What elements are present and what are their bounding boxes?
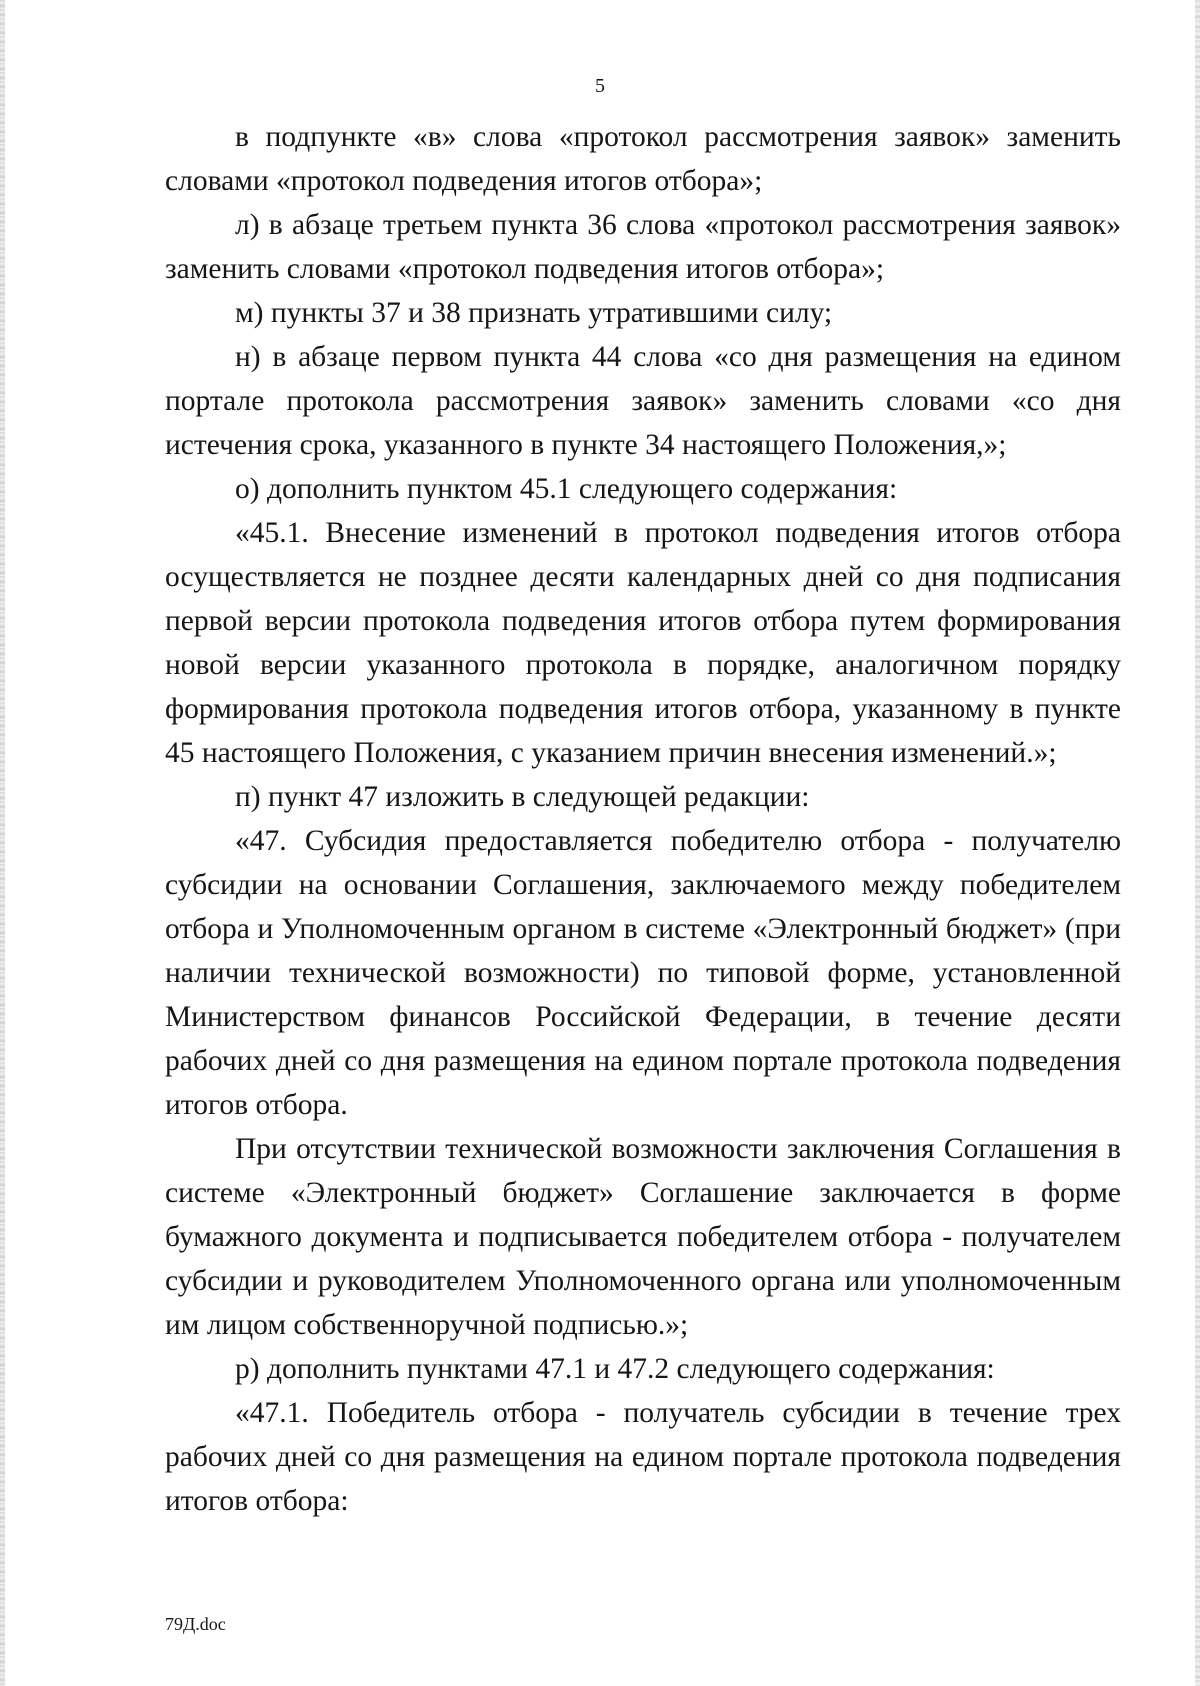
paragraph-l: л) в абзаце третьем пункта 36 слова «протокол рассмотрения заявок» заменить словами «протокол подведения итогов отбора»; bbox=[165, 209, 1121, 285]
paragraph-47-1: «47.1. Победитель отбора - получатель субсидии в течение трех рабочих дней со дня размещения на едином портале протокола подведения итогов отбора: bbox=[165, 1397, 1121, 1517]
page-number: 5 bbox=[595, 75, 605, 97]
paragraph-o: о) дополнить пунктом 45.1 следующего содержания: bbox=[235, 473, 898, 505]
paragraph-47-continued: При отсутствии технической возможности заключения Соглашения в системе «Электронный бюджет» Соглашение заключается в форме бумажного документа и подписывается победителем отбора - получателем субсидии и руководителем Уполномоченного органа или уполномоченным им лицом собственноручной подписью.»; bbox=[165, 1133, 1121, 1341]
paragraph-r: р) дополнить пунктами 47.1 и 47.2 следующего содержания: bbox=[235, 1353, 995, 1385]
paragraph-p: п) пункт 47 изложить в следующей редакции: bbox=[235, 781, 810, 813]
document-body bbox=[165, 115, 1121, 1523]
paragraph-subitem-v: в подпункте «в» слова «протокол рассмотрения заявок» заменить словами «протокол подведения итогов отбора»; bbox=[165, 121, 1121, 197]
scan-edge-left bbox=[0, 0, 5, 1686]
scan-edge-right bbox=[1195, 0, 1200, 1686]
paragraph-45-1: «45.1. Внесение изменений в протокол подведения итогов отбора осуществляется не позднее десяти календарных дней со дня подписания первой версии протокола подведения итогов отбора путем формирования новой версии указанного протокола в порядке, аналогичном порядку формирования протокола подведения итогов отбора, указанному в пункте 45 настоящего Положения, с указанием причин внесения изменений.»; bbox=[165, 517, 1121, 769]
paragraph-m: м) пункты 37 и 38 признать утратившими силу; bbox=[235, 297, 833, 329]
paragraph-47: «47. Субсидия предоставляется победителю отбора - получателю субсидии на основании Соглашения, заключаемого между победителем отбора и Уполномоченным органом в системе «Электронный бюджет» (при наличии технической возможности) по типовой форме, установленной Министерством финансов Российской Федерации, в течение десяти рабочих дней со дня размещения на едином портале протокола подведения итогов отбора. bbox=[165, 825, 1121, 1121]
paragraph-n: н) в абзаце первом пункта 44 слова «со дня размещения на едином портале протокола рассмотрения заявок» заменить словами «со дня истечения срока, указанного в пункте 34 настоящего Положения,»; bbox=[165, 341, 1121, 461]
footer-file-name: 79Д.doc bbox=[165, 1614, 226, 1634]
